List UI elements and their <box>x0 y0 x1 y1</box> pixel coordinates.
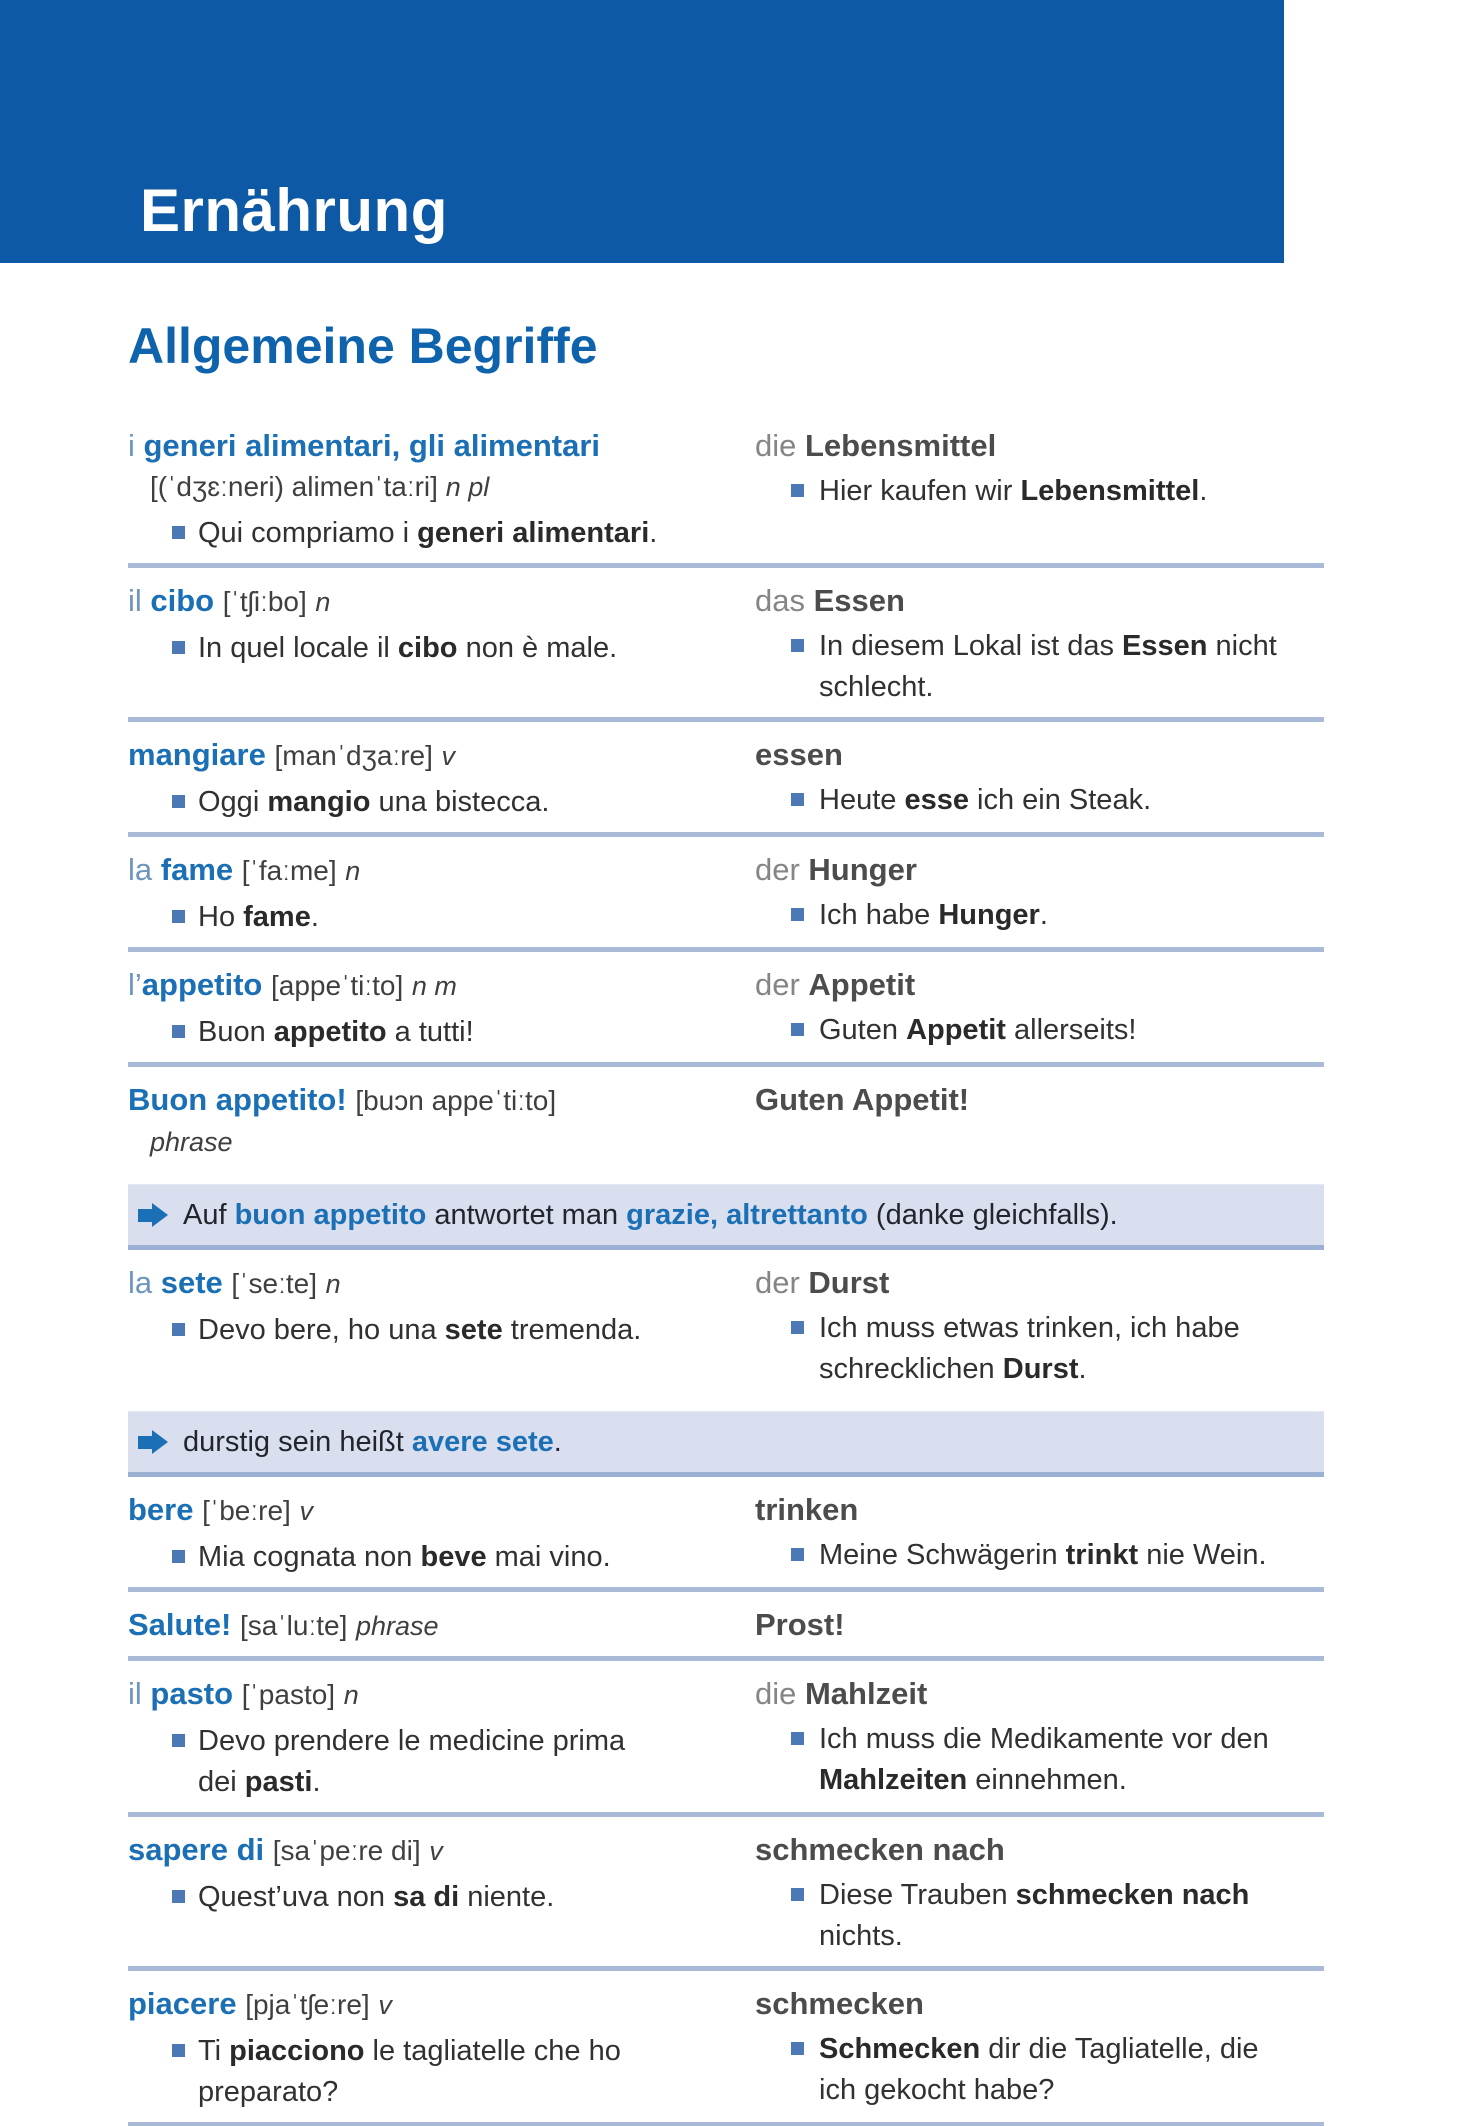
tip-arrow-tail <box>138 1436 152 1449</box>
italian-headline <box>128 580 755 623</box>
pos-label: v <box>378 1990 392 2020</box>
emphasized-word: mangio <box>267 786 371 818</box>
emphasized-word: Hunger <box>938 899 1040 931</box>
emphasized-word: appetito <box>273 1016 387 1048</box>
example-line-it <box>128 1012 755 1053</box>
pos-label: n <box>343 1680 359 1710</box>
plain-text: Diese Trauben <box>819 1879 1016 1911</box>
german-column <box>755 425 1324 554</box>
german-headline <box>755 1829 1324 1870</box>
chapter-header-band <box>0 0 1284 263</box>
german-headline <box>755 1079 1324 1120</box>
usage-tip-row <box>128 1411 1324 1477</box>
entry-row <box>128 722 1324 837</box>
headword-de: Hunger <box>808 852 917 887</box>
headword-it: appetito <box>141 967 263 1002</box>
headword-de: essen <box>755 737 843 772</box>
plain-text: Ich muss die Medikamente vor den <box>819 1723 1269 1755</box>
plain-text: In diesem Lokal ist das <box>819 630 1123 662</box>
example-line-de <box>755 1349 1324 1390</box>
italian-headline <box>128 1604 755 1647</box>
article-de: der <box>755 967 809 1002</box>
headword-it: fame <box>160 852 234 887</box>
plain-text: dir die Tagliatelle, die <box>980 2033 1259 2065</box>
example-bullet-icon <box>172 1734 185 1747</box>
example-line-it <box>128 2072 755 2113</box>
pos-label: v <box>441 741 456 771</box>
emphasized-word: grazie, altrettanto <box>626 1199 868 1231</box>
plain-text: antwortet man <box>426 1199 627 1231</box>
entry-row <box>128 952 1324 1067</box>
emphasized-word: Lebensmittel <box>1020 475 1200 507</box>
vocabulary-list <box>128 413 1324 2126</box>
german-headline <box>755 1983 1324 2024</box>
german-column <box>755 1262 1324 1390</box>
headword-it: piacere <box>128 1986 237 2021</box>
article-de: der <box>755 852 809 887</box>
emphasized-word: Appetit <box>906 1014 1006 1046</box>
german-column <box>755 1604 1324 1647</box>
article-de: die <box>755 428 805 463</box>
emphasized-word: piacciono <box>229 2035 365 2067</box>
pos-label: n <box>345 856 361 886</box>
plain-text: niente. <box>459 1881 555 1913</box>
plain-text: Ich habe <box>819 899 939 931</box>
phonetic: [saˈpeːre di] <box>272 1835 421 1866</box>
italian-headline <box>128 1829 755 1872</box>
emphasized-word: avere sete <box>411 1426 554 1458</box>
tip-arrow-head <box>152 1430 168 1454</box>
german-headline <box>755 1673 1324 1714</box>
plain-text: Guten <box>819 1014 907 1046</box>
example-bullet-icon <box>172 1025 185 1038</box>
example-bullet-icon <box>791 1732 804 1745</box>
phonetic: [ˈfaːme] <box>241 855 337 886</box>
plain-text: le tagliatelle che ho <box>364 2035 621 2067</box>
german-column <box>755 1673 1324 1803</box>
italian-column <box>128 1489 755 1578</box>
example-bullet-icon <box>172 1323 185 1336</box>
german-column <box>755 1489 1324 1578</box>
plain-text: allerseits! <box>1005 1014 1137 1046</box>
article-it: il <box>128 583 151 618</box>
pos-label: n <box>315 587 331 617</box>
chapter-title: Ernährung <box>140 177 448 244</box>
german-column <box>755 580 1324 708</box>
entry-row <box>128 1971 1324 2126</box>
plain-text: durstig sein heißt <box>183 1426 412 1458</box>
phonetic: [ˈtʃiːbo] <box>222 586 307 617</box>
example-line-de <box>755 1719 1324 1760</box>
example-line-it <box>128 1877 755 1918</box>
headword-it: Buon appetito! <box>128 1082 347 1117</box>
example-line-de <box>755 667 1324 708</box>
italian-headline <box>128 849 755 892</box>
example-bullet-icon <box>791 1023 804 1036</box>
example-bullet-icon <box>172 526 185 539</box>
example-bullet-icon <box>791 639 804 652</box>
tip-arrow-tail <box>138 1209 152 1222</box>
emphasized-word: Mahlzeiten <box>819 1764 968 1796</box>
example-bullet-icon <box>791 484 804 497</box>
pos-label: n <box>325 1269 341 1299</box>
example-bullet-icon <box>172 2044 185 2057</box>
plain-text: Quest’uva non <box>198 1881 394 1913</box>
example-bullet-icon <box>172 795 185 808</box>
german-headline <box>755 964 1324 1005</box>
headword-de: Essen <box>813 583 905 618</box>
phonetic: [ˈbeːre] <box>202 1495 291 1526</box>
plain-text: una bistecca. <box>370 786 550 818</box>
example-line-it <box>128 513 755 554</box>
article-it: la <box>128 852 161 887</box>
phonetic: [pjaˈtʃeːre] <box>245 1989 370 2020</box>
plain-text: . <box>553 1426 562 1458</box>
phonetic: [buɔn appeˈtiːto] <box>355 1085 557 1116</box>
entry-row <box>128 837 1324 952</box>
german-column <box>755 1079 1324 1163</box>
italian-headline <box>128 1489 755 1532</box>
italian-column <box>128 1983 755 2113</box>
italian-column <box>128 1673 755 1803</box>
example-line-de <box>755 1760 1324 1801</box>
entry-row <box>128 413 1324 568</box>
italian-column <box>128 1604 755 1647</box>
emphasized-word: sete <box>444 1314 503 1346</box>
headword-it: cibo <box>150 583 215 618</box>
example-bullet-icon <box>791 2042 804 2055</box>
example-line-it <box>128 1537 755 1578</box>
italian-column <box>128 1262 755 1390</box>
pos-label: v <box>429 1836 443 1866</box>
plain-text: . <box>649 517 658 549</box>
tip-text <box>183 1197 1118 1233</box>
pos-label: n pl <box>445 472 490 502</box>
example-bullet-icon <box>791 1321 804 1334</box>
plain-text: Auf <box>183 1199 235 1231</box>
example-line-de <box>755 1535 1324 1576</box>
example-line-de <box>755 780 1324 821</box>
german-headline <box>755 734 1324 775</box>
plain-text: Qui compriamo i <box>198 517 418 549</box>
plain-text: . <box>312 1766 321 1798</box>
german-headline <box>755 1489 1324 1530</box>
emphasized-word: pasti <box>244 1766 313 1798</box>
entry-row <box>128 1477 1324 1592</box>
entry-row <box>128 568 1324 722</box>
emphasized-word: sa di <box>393 1881 460 1913</box>
example-line-de <box>755 471 1324 512</box>
italian-column <box>128 425 755 554</box>
plain-text: mai vino. <box>486 1541 611 1573</box>
emphasized-word: buon appetito <box>234 1199 427 1231</box>
plain-text: . <box>1078 1353 1087 1385</box>
emphasized-word: esse <box>904 784 969 816</box>
example-bullet-icon <box>172 1890 185 1903</box>
plain-text: ich gekocht habe? <box>819 2074 1055 2106</box>
phonetic: [ˈseːte] <box>231 1268 318 1299</box>
plain-text: Devo bere, ho una <box>198 1314 445 1346</box>
example-line-de <box>755 1308 1324 1349</box>
emphasized-word: fame <box>243 901 311 933</box>
headword-it: Salute! <box>128 1607 232 1642</box>
headword-de: Appetit <box>808 967 916 1002</box>
example-line-it <box>128 1310 755 1351</box>
tip-arrow-icon <box>138 1430 168 1454</box>
entry-row <box>128 1592 1324 1661</box>
phonetic-line <box>128 466 755 508</box>
pos-label: phrase <box>356 1611 439 1641</box>
pos-label: v <box>299 1496 313 1526</box>
emphasized-word: Schmecken <box>819 2033 981 2065</box>
plain-text: nicht <box>1207 630 1277 662</box>
emphasized-word: cibo <box>397 632 458 664</box>
italian-column <box>128 1829 755 1957</box>
emphasized-word: generi alimentari <box>417 517 650 549</box>
headword-it: pasto <box>150 1676 234 1711</box>
plain-text: Ich muss etwas trinken, ich habe <box>819 1312 1240 1344</box>
emphasized-word: schmecken nach <box>1015 1879 1250 1911</box>
italian-column <box>128 849 755 938</box>
plain-text: Hier kaufen wir <box>819 475 1021 507</box>
example-line-de <box>755 1010 1324 1051</box>
tip-arrow-head <box>152 1203 168 1227</box>
example-bullet-icon <box>172 910 185 923</box>
example-line-it <box>128 628 755 669</box>
example-line-de <box>755 2070 1324 2111</box>
german-headline <box>755 1604 1324 1645</box>
example-line-de <box>755 895 1324 936</box>
headword-de: Prost! <box>755 1607 845 1642</box>
plain-text: ich ein Steak. <box>968 784 1152 816</box>
plain-text: Ti <box>198 2035 230 2067</box>
plain-text: In quel locale il <box>198 632 398 664</box>
german-headline <box>755 580 1324 621</box>
plain-text: nie Wein. <box>1138 1539 1267 1571</box>
emphasized-word: Essen <box>1122 630 1208 662</box>
example-line-it <box>128 2031 755 2072</box>
example-bullet-icon <box>791 1548 804 1561</box>
italian-headline <box>128 1673 755 1716</box>
example-bullet-icon <box>172 641 185 654</box>
german-column <box>755 964 1324 1053</box>
article-it: i <box>128 428 144 463</box>
example-line-de <box>755 1916 1324 1957</box>
phonetic: [ˈpasto] <box>241 1679 336 1710</box>
headword-de: Durst <box>808 1265 890 1300</box>
italian-column <box>128 1079 755 1163</box>
plain-text: Buon <box>198 1016 274 1048</box>
plain-text: preparato? <box>198 2076 339 2108</box>
german-column <box>755 1829 1324 1957</box>
headword-it: sapere di <box>128 1832 265 1867</box>
entry-row <box>128 1817 1324 1971</box>
example-line-it <box>128 897 755 938</box>
headword-it: bere <box>128 1492 194 1527</box>
article-it: il <box>128 1676 151 1711</box>
german-column <box>755 1983 1324 2113</box>
headword-it: sete <box>160 1265 223 1300</box>
italian-headline <box>128 1079 755 1121</box>
article-it: l’ <box>128 967 142 1002</box>
plain-text: . <box>1199 475 1208 507</box>
italian-headline <box>128 1262 755 1305</box>
headword-de: trinken <box>755 1492 859 1527</box>
italian-headline <box>128 1983 755 2026</box>
plain-text: . <box>310 901 319 933</box>
example-line-it <box>128 782 755 823</box>
phonetic: [(ˈdʒɛːneri) alimenˈtaːri] <box>150 471 438 502</box>
pos-label-line: phrase <box>150 1127 233 1157</box>
plain-text: Meine Schwägerin <box>819 1539 1066 1571</box>
entry-row <box>128 1661 1324 1817</box>
headword-it: mangiare <box>128 737 266 772</box>
headword-de: Lebensmittel <box>804 428 997 463</box>
example-bullet-icon <box>791 908 804 921</box>
italian-column <box>128 964 755 1053</box>
german-column <box>755 734 1324 823</box>
plain-text: einnehmen. <box>967 1764 1127 1796</box>
section-title: Allgemeine Begriffe <box>128 318 598 374</box>
plain-text: (danke gleichfalls). <box>867 1199 1118 1231</box>
phonetic: [saˈluːte] <box>239 1610 348 1641</box>
headword-de: schmecken <box>755 1986 924 2021</box>
plain-text: Heute <box>819 784 905 816</box>
italian-column <box>128 734 755 823</box>
emphasized-word: Durst <box>1002 1353 1079 1385</box>
plain-text: non è male. <box>457 632 618 664</box>
italian-headline <box>128 425 755 466</box>
tip-text <box>183 1424 562 1460</box>
article-de: die <box>755 1676 805 1711</box>
plain-text: . <box>1039 899 1048 931</box>
phonetic: [manˈdʒaːre] <box>274 740 433 771</box>
example-line-it <box>128 1721 755 1762</box>
example-line-de <box>755 2029 1324 2070</box>
italian-column <box>128 580 755 708</box>
headword-it: generi alimentari, gli alimentari <box>143 428 601 463</box>
plain-text: schrecklichen <box>819 1353 1003 1385</box>
tip-arrow-icon <box>138 1203 168 1227</box>
phonetic: [appeˈtiːto] <box>270 970 404 1001</box>
italian-headline <box>128 734 755 777</box>
headword-de: Mahlzeit <box>804 1676 928 1711</box>
plain-text: Devo prendere le medicine prima <box>198 1725 626 1757</box>
emphasized-word: trinkt <box>1065 1539 1139 1571</box>
pos-label: n m <box>411 971 457 1001</box>
example-line-de <box>755 626 1324 667</box>
example-bullet-icon <box>791 1888 804 1901</box>
italian-headline <box>128 964 755 1007</box>
german-column <box>755 849 1324 938</box>
german-headline <box>755 1262 1324 1303</box>
entry-row <box>128 1250 1324 1399</box>
article-de: der <box>755 1265 809 1300</box>
plain-text: Oggi <box>198 786 268 818</box>
article-de: das <box>755 583 814 618</box>
example-line-de <box>755 1875 1324 1916</box>
plain-text: a tutti! <box>386 1016 474 1048</box>
article-it: la <box>128 1265 161 1300</box>
headword-de: schmecken nach <box>755 1832 1005 1867</box>
plain-text: Ho <box>198 901 244 933</box>
headword-de: Guten Appetit! <box>755 1082 970 1117</box>
plain-text: nichts. <box>819 1920 903 1952</box>
plain-text: dei <box>198 1766 245 1798</box>
usage-tip-row <box>128 1184 1324 1250</box>
plain-text: Mia cognata non <box>198 1541 421 1573</box>
german-headline <box>755 849 1324 890</box>
plain-text: schlecht. <box>819 671 934 703</box>
entry-row <box>128 1067 1324 1172</box>
plain-text: tremenda. <box>502 1314 642 1346</box>
example-bullet-icon <box>791 793 804 806</box>
example-bullet-icon <box>172 1550 185 1563</box>
german-headline <box>755 425 1324 466</box>
emphasized-word: beve <box>420 1541 487 1573</box>
example-line-it <box>128 1762 755 1803</box>
